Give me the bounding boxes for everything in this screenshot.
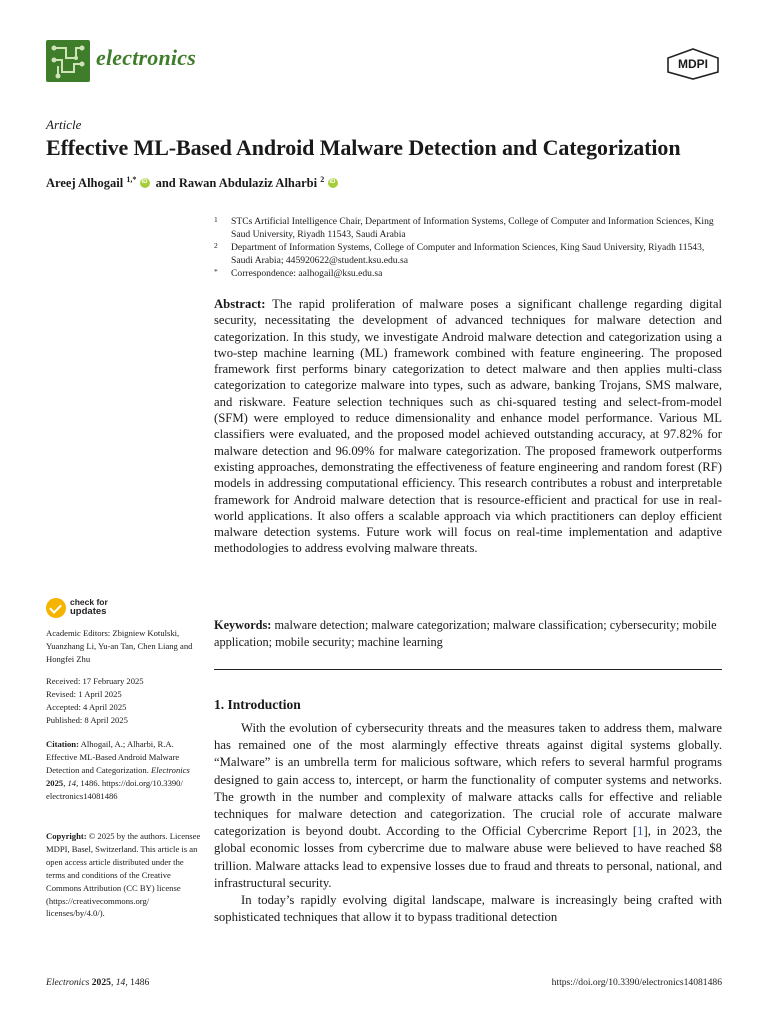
citation-journal: Electronics xyxy=(151,764,190,775)
affiliation-number: * xyxy=(214,267,218,276)
footer-page: , 1486 xyxy=(125,977,150,988)
footer-journal-citation xyxy=(46,977,149,988)
check-updates-line1: check for xyxy=(70,597,108,607)
dates xyxy=(46,675,204,727)
date-accepted: Accepted: 4 April 2025 xyxy=(46,701,127,712)
intro-paragraph xyxy=(214,720,722,892)
introduction-body xyxy=(214,720,722,926)
abstract-text: The rapid proliferation of malware poses a significant challenge regarding digital security, necessitating the development of advanced techniques for malware detection and categorization. In this study, we investigate Android malware detection and categorization using a two-step machine learning (ML) framework combined with feature engineering. The proposed framework first performs binary categorization to detect malware and then applies multi-class categorization to categorize malware into types, such as adware, banking Trojans, SMS malware, and riskware. Feature selection techniques such as chi-squared testing and select-from-model (SFM) were employed to reduce dimensionality and enhance model performance. Various ML classifiers were evaluated, and the proposed model achieved outstanding accuracy, at 97.82% for malware detection and 96.09% for malware categorization. The proposed framework outperforms existing approaches, demonstrating the effectiveness of feature engineering and random forest (RF) models in addressing computational efficiency. This research contributes a robust and interpretable framework for Android malware detection that is resource-efficient and practical for use in real-world applications. It also offers a scalable approach via which practitioners can deploy efficient malware detection systems. Future work will focus on real-time implementation and adaptive methodologies to address evolving malware threats. xyxy=(214,297,722,556)
correspondence: Correspondence: aalhogail@ksu.edu.sa xyxy=(231,268,383,279)
intro-text: ], in 2023, the global economic losses from cybercrime due to malware abuse were believed to have reached $8 trillion. Malware attacks lead to expensive losses due to fraud and threats to personal, national, and infrastructural security. xyxy=(214,824,722,890)
citation-volume: 14 xyxy=(67,777,77,788)
article-type: Article xyxy=(46,117,82,132)
orcid-icon[interactable] xyxy=(328,178,338,188)
abstract-label: Abstract: xyxy=(214,297,266,311)
author-affiliation-marker: 1,* xyxy=(126,175,137,184)
check-updates-line2: updates xyxy=(70,606,107,617)
citation-sep: , xyxy=(63,777,68,788)
citation-year: 2025 xyxy=(46,777,64,788)
footer-year: 2025 xyxy=(89,977,111,988)
author-list xyxy=(46,175,340,191)
affiliation-text: STCs Artificial Intelligence Chair, Department of Information Systems, College of Computer and Information Sciences, King Saud University, Riyadh 11543, Saudi Arabia xyxy=(231,216,714,240)
affiliation xyxy=(214,242,724,268)
keywords-text: malware detection; malware categorization; malware classification; cybersecurity; mobile application; mobile security; machine learning xyxy=(214,618,717,649)
intro-paragraph: In today’s rapidly evolving digital landscape, malware is increasingly being crafted with sophisticated techniques that allow it to bypass traditional detection xyxy=(214,893,722,925)
check-updates-button[interactable] xyxy=(46,598,136,620)
section-heading: 1. Introduction xyxy=(214,697,301,712)
copyright-text: © 2025 by the authors. Licensee MDPI, Basel, Switzerland. This article is an open access article distributed under the terms and conditions of the Creative Commons Attribution (CC BY) license (https://creativecommons.org/ licenses/by/4.0/). xyxy=(46,831,201,919)
affiliation-text: Department of Information Systems, College of Computer and Information Sciences, King Saud University, Riyadh 11543, Saudi Arabia; 445920622@student.ksu.edu.sa xyxy=(231,242,705,266)
abstract xyxy=(214,296,722,557)
affiliation-number: 2 xyxy=(214,241,218,250)
citation-doi[interactable]: , 1486. https://doi.org/10.3390/ electronics14081486 xyxy=(46,777,183,801)
citation-link[interactable]: 1 xyxy=(637,824,644,839)
author-name[interactable]: Areej Alhogail xyxy=(46,176,124,191)
date-published: Published: 8 April 2025 xyxy=(46,714,128,725)
citation xyxy=(46,738,204,803)
copyright xyxy=(46,830,204,920)
footer-doi-link[interactable]: https://doi.org/10.3390/electronics14081486 xyxy=(551,977,722,988)
footer-journal: Electronics xyxy=(46,977,90,988)
affiliation xyxy=(214,268,724,281)
copyright-label: Copyright: xyxy=(46,831,87,841)
footer-sep: , xyxy=(110,977,116,988)
journal-logo-icon xyxy=(46,40,90,82)
citation-label: Citation: xyxy=(46,739,79,749)
date-revised: Revised: 1 April 2025 xyxy=(46,688,122,699)
paper-title: Effective ML-Based Android Malware Detection and Categorization xyxy=(46,135,681,160)
affiliation xyxy=(214,216,724,242)
publisher-logo xyxy=(666,48,720,80)
author-name[interactable]: Rawan Abdulaziz Alharbi xyxy=(178,176,318,191)
journal-name: electronics xyxy=(96,45,196,70)
author-affiliation-marker: 2 xyxy=(320,175,325,184)
affiliation-number: 1 xyxy=(214,215,218,224)
citation-text: Alhogail, A.; Alharbi, R.A. Effective ML-Based Android Malware Detection and Categorization. xyxy=(46,739,180,775)
intro-text: With the evolution of cybersecurity threats and the measures taken to address them, malware has remained one of the most alarmingly effective threats against digital systems globally. “Malware” is an umbrella term for malicious software, which refers to several harmful programs designed to gain access to, intercept, or harm the functionality of computer systems and networks. The growth in the number and complexity of malware attacks calls for effective and reliable techniques for malware detection and categorization. The crucial role of accurate malware categorization is beyond doubt. According to the Official Cybercrime Report [ xyxy=(214,721,722,839)
date-received: Received: 17 February 2025 xyxy=(46,676,144,686)
footer-volume: 14 xyxy=(115,977,126,988)
section-divider xyxy=(214,669,722,670)
check-updates-icon xyxy=(46,598,66,618)
orcid-icon[interactable] xyxy=(140,178,150,188)
check-updates-label xyxy=(70,598,108,616)
author-separator: and xyxy=(155,176,179,191)
academic-editors: Academic Editors: Zbigniew Kotulski, Yuanzhang Li, Yu-an Tan, Chen Liang and Hongfei Zhu xyxy=(46,628,193,664)
publisher-logo-text: MDPI xyxy=(678,57,708,71)
keywords xyxy=(214,617,722,650)
keywords-label: Keywords: xyxy=(214,618,272,632)
